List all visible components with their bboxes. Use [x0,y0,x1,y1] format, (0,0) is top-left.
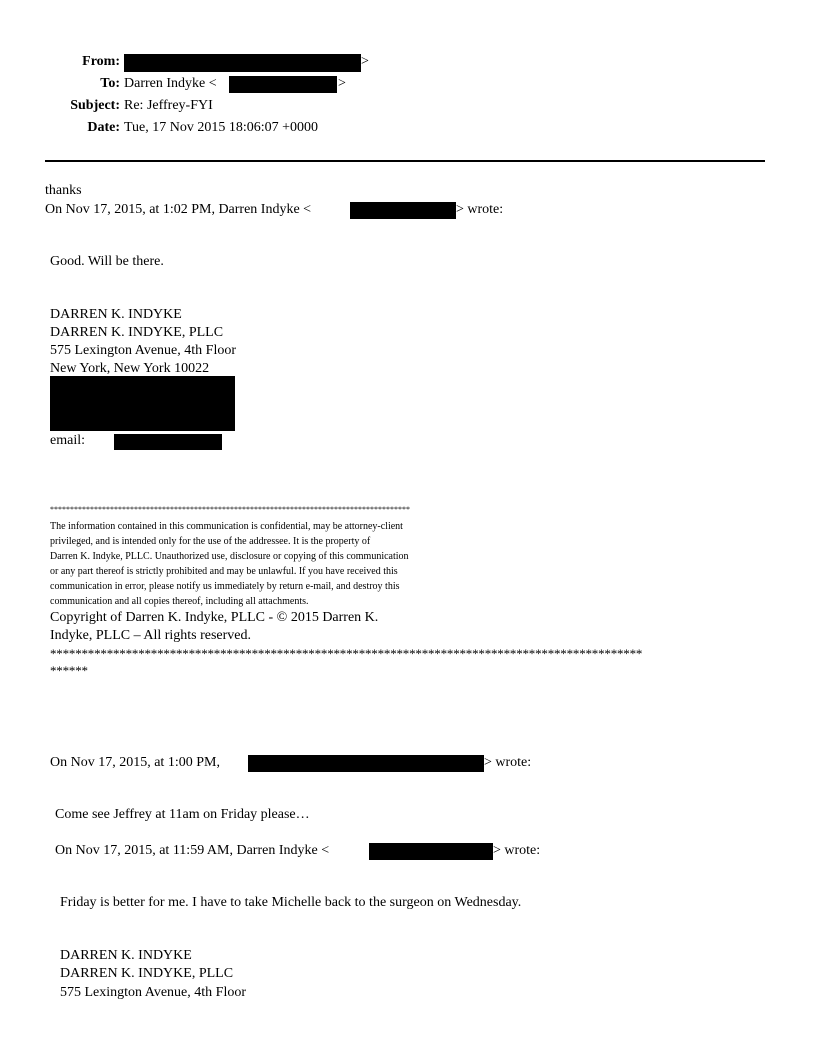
subject-value: Re: Jeffrey-FYI [124,98,213,113]
signature-address-1: 575 Lexington Avenue, 4th Floor [50,343,236,358]
disclaimer-line: communication and all copies thereof, including all attachments. [50,596,309,607]
message-4-body: Friday is better for me. I have to take Michelle back to the surgeon on Wednesday. [60,895,522,910]
date-value: Tue, 17 Nov 2015 18:06:07 +0000 [124,120,319,135]
disclaimer-line: The information contained in this communication is confidential, may be attorney-client [50,521,403,532]
quote-line-3-suffix: > wrote: [484,755,532,770]
quote-line-4-suffix: > wrote: [493,843,541,858]
signature-firm: DARREN K. INDYKE, PLLC [50,325,224,340]
copyright-line-2: Indyke, PLLC – All rights reserved. [50,628,252,643]
disclaimer-stars-bottom: ********************************************************************************************** [50,646,643,661]
disclaimer-line: privileged, and is intended only for the use of the addressee. It is the property of [50,536,371,547]
message-3-body: Come see Jeffrey at 11am on Friday please… [55,807,310,822]
reply-body: thanks [45,183,82,198]
signature-name-2: DARREN K. INDYKE [60,948,192,963]
redaction-quote-4 [369,843,493,860]
redaction-quote-1 [350,202,456,219]
header-divider [45,160,765,162]
to-label: To: [100,76,120,91]
quote-line-3: On Nov 17, 2015, at 1:00 PM, [50,755,220,770]
signature-firm-2: DARREN K. INDYKE, PLLC [60,966,234,981]
redaction-email [114,434,222,450]
quote-line-1-suffix: > wrote: [456,202,504,217]
signature-name: DARREN K. INDYKE [50,307,182,322]
date-label: Date: [87,120,120,135]
message-2-body: Good. Will be there. [50,254,164,269]
redaction-to-address [229,76,337,93]
disclaimer-stars-bottom-tail: ****** [50,663,88,678]
disclaimer-line: or any part thereof is strictly prohibited and may be unlawful. If you have received this [50,566,398,577]
subject-label: Subject: [70,98,120,113]
from-label: From: [82,54,120,69]
disclaimer-line: communication in error, please notify us immediately by return e-mail, and destroy this [50,581,400,592]
redaction-signature-contacts [50,376,235,431]
quote-line-4: On Nov 17, 2015, at 11:59 AM, Darren Indyke < [55,843,330,858]
to-name: Darren Indyke < [124,76,217,91]
copyright-line-1: Copyright of Darren K. Indyke, PLLC - © 2015 Darren K. [50,610,379,625]
signature-address-2: New York, New York 10022 [50,361,210,376]
to-suffix: > [338,76,346,91]
email-label: email: [50,433,85,448]
signature-address-3: 575 Lexington Avenue, 4th Floor [60,985,246,1000]
redaction-from-address [124,54,361,72]
disclaimer-stars-top: ****************************************************************************************** [50,505,410,514]
redaction-quote-3 [248,755,484,772]
from-suffix: > [361,54,369,69]
quote-line-1: On Nov 17, 2015, at 1:02 PM, Darren Indyke < [45,202,312,217]
disclaimer-line: Darren K. Indyke, PLLC. Unauthorized use, disclosure or copying of this communication [50,551,409,562]
